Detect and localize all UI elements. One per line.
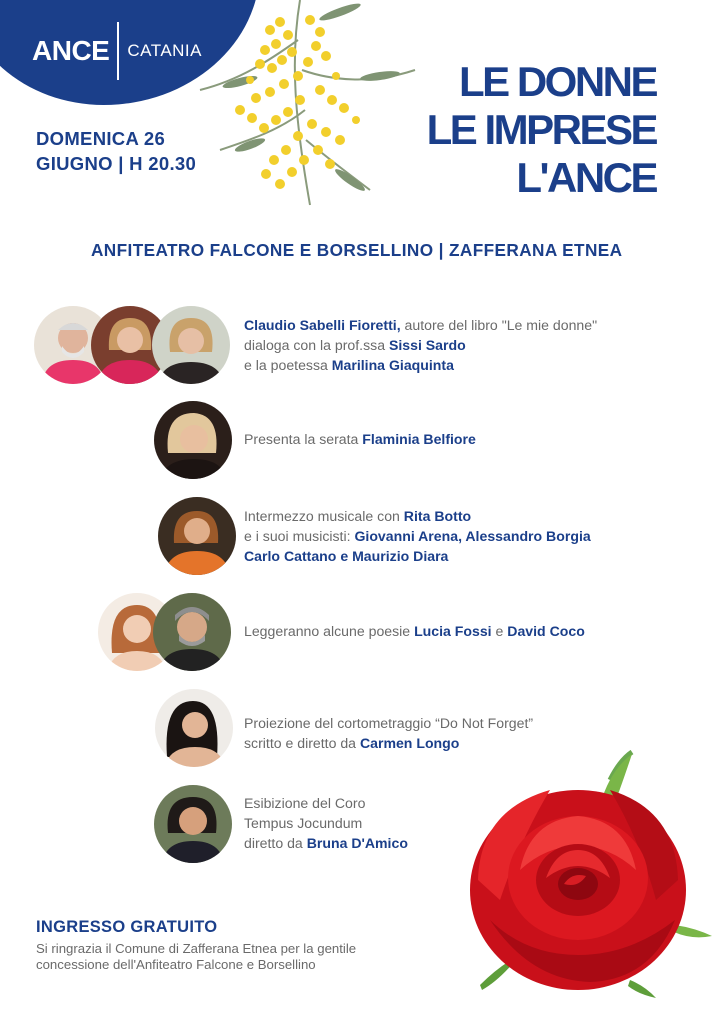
avatar-flaminia-belfiore (154, 401, 232, 479)
free-entry-label: INGRESSO GRATUITO (36, 918, 218, 936)
program-item-1 (244, 315, 597, 375)
avatar-marilina-giaquinta (152, 306, 230, 384)
item6-line2: Tempus Jocundum (244, 815, 363, 831)
red-rose-illustration (460, 750, 720, 1000)
thanks-note (36, 941, 356, 973)
item5-line1: Proiezione del cortometraggio “Do Not Forget” (244, 715, 534, 731)
item1-line2: dialoga con la prof.ssa (244, 337, 389, 353)
event-venue: ANFITEATRO FALCONE E BORSELLINO | ZAFFERANA ETNEA (91, 240, 623, 260)
avatar-carmen-longo (155, 689, 233, 767)
avatar-david-coco (153, 593, 231, 671)
item1-guest-1: Sissi Sardo (388, 337, 466, 353)
item5-line2: scritto e diretto da (244, 735, 360, 751)
item2-host: Flaminia Belfiore (362, 431, 476, 447)
program-item-5 (244, 713, 533, 753)
item1-speaker: Claudio Sabelli Fioretti, (244, 317, 401, 333)
item4-conjunction: e (491, 623, 508, 639)
item3-line1: Intermezzo musicale con (244, 508, 404, 524)
event-title (427, 58, 656, 202)
item6-line1: Esibizione del Coro (244, 795, 366, 811)
title-line-2: LE IMPRESE (426, 106, 656, 153)
program-item-4 (244, 621, 585, 641)
title-line-1: LE DONNE (458, 58, 656, 105)
program-item-6 (244, 793, 408, 853)
title-line-3: L'ANCE (516, 154, 656, 201)
logo-city: CATANIA (127, 41, 202, 60)
item3-musicians-2: Carlo Cattano e Maurizio Diara (244, 548, 449, 564)
event-date-time: GIUGNO | H 20.30 (36, 153, 197, 174)
item1-line1: autore del libro "Le mie donne" (400, 317, 598, 333)
item4-reader-1: Lucia Fossi (414, 623, 492, 639)
item6-line3: diretto da (244, 835, 307, 851)
program-item-3 (244, 506, 591, 566)
item2-line1: Presenta la serata (244, 431, 363, 447)
logo-divider (117, 22, 119, 80)
item6-conductor: Bruna D'Amico (306, 835, 408, 851)
item3-musicians-1: Giovanni Arena, Alessandro Borgia (354, 528, 591, 544)
item3-line2: e i suoi musicisti: (244, 528, 355, 544)
avatar-bruna-damico (154, 785, 232, 863)
item1-line3: e la poetessa (244, 357, 332, 373)
program-item-2 (244, 429, 476, 449)
thanks-line-1: Si ringrazia il Comune di Zafferana Etnea per la gentile (36, 941, 357, 956)
event-date-day: DOMENICA 26 (36, 128, 166, 149)
item3-singer: Rita Botto (403, 508, 472, 524)
mimosa-illustration (180, 0, 420, 210)
event-date (36, 126, 196, 176)
ance-catania-logo (32, 22, 202, 80)
item4-line1: Leggeranno alcune poesie (244, 623, 415, 639)
avatar-rita-botto (158, 497, 236, 575)
item4-reader-2: David Coco (507, 623, 585, 639)
logo-brand: ANCE (32, 35, 110, 66)
item1-guest-2: Marilina Giaquinta (331, 357, 454, 373)
item5-director: Carmen Longo (359, 735, 460, 751)
thanks-line-2: concessione dell'Anfiteatro Falcone e Borsellino (36, 957, 316, 972)
